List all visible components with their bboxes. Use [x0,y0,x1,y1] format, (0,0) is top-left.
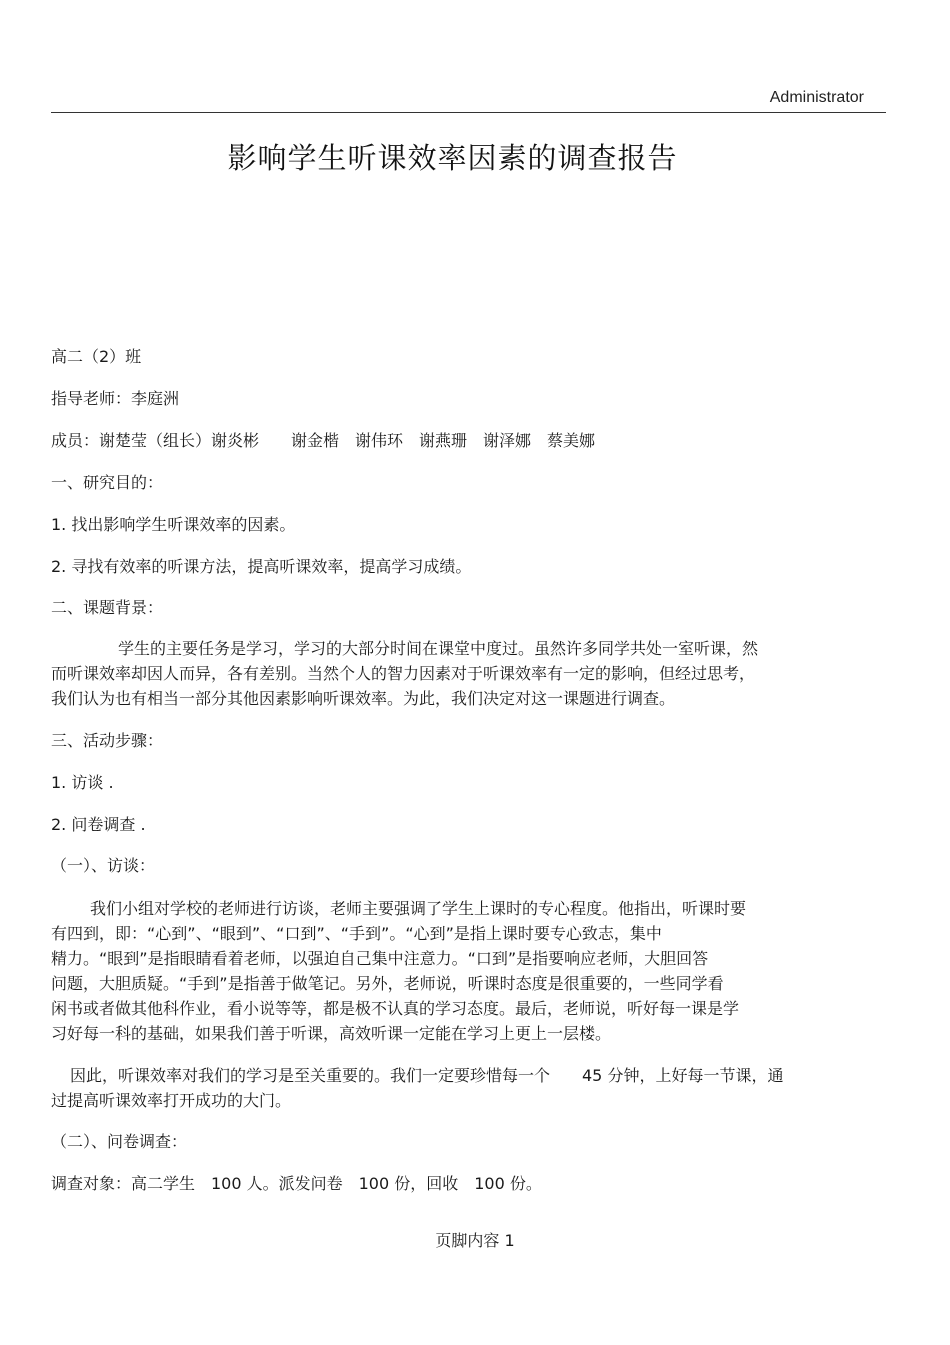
background-paragraph [51,636,758,711]
section-heading-background: 二、课题背景： [51,598,164,617]
conclusion-paragraph [51,1063,783,1113]
background-line-2: 而听课效率却因人而异，各有差别。当然个人的智力因素对于听课效率有一定的影响，但经过思考， [51,664,756,683]
section-heading-steps: 三、活动步骤： [51,731,164,750]
interview-line-1: 我们小组对学校的老师进行访谈，老师主要强调了学生上课时的专心程度。他指出，听课时要 [90,899,747,918]
purpose-item-1: 1. 找出影响学生听课效率的因素。 [51,515,296,534]
step-item-1: 1. 访谈 . [51,773,114,792]
interview-line-2: 有四到，即：“心到”、“眼到”、“口到”、“手到”。“心到”是指上课时要专心致志，集中 [51,924,662,943]
header-divider [51,112,886,113]
advisor-teacher: 指导老师：李庭洲 [51,389,180,408]
subsection-heading-interview: （一）、访谈： [51,856,156,875]
interview-line-5: 闲书或者做其他科作业，看小说等等，都是极不认真的学习态度。最后，老师说，听好每一课是学 [51,999,740,1018]
interview-line-3: 精力。“眼到”是指眼睛看着老师，以强迫自己集中注意力。“口到”是指要响应老师，大胆回答 [51,949,709,968]
interview-line-6: 习好每一科的基础，如果我们善于听课，高效听课一定能在学习上更上一层楼。 [51,1024,612,1043]
background-line-1: 学生的主要任务是学习，学习的大部分时间在课堂中度过。虽然许多同学共处一室听课，然 [118,639,759,658]
document-title: 影响学生听课效率因素的调查报告 [227,141,678,175]
background-line-3: 我们认为也有相当一部分其他因素影响听课效率。为此，我们决定对这一课题进行调查。 [51,689,676,708]
section-heading-purpose: 一、研究目的： [51,473,164,492]
step-item-2: 2. 问卷调查 . [51,815,146,834]
class-name: 高二（2）班 [51,347,142,366]
purpose-item-2: 2. 寻找有效率的听课方法，提高听课效率，提高学习成绩。 [51,557,472,576]
conclusion-line-2: 过提高听课效率打开成功的大门。 [51,1091,292,1110]
page-footer: 页脚内容 1 [435,1231,515,1250]
subsection-heading-survey: （二）、问卷调查： [51,1132,188,1151]
conclusion-line-1: 因此，听课效率对我们的学习是至关重要的。我们一定要珍惜每一个 45 分钟，上好每一节课，通 [70,1066,784,1085]
group-members: 成员：谢楚莹（组长）谢炎彬 谢金楷 谢伟环 谢燕珊 谢泽娜 蔡美娜 [51,431,596,450]
survey-subjects: 调查对象：高二学生 100 人。派发问卷 100 份，回收 100 份。 [51,1174,542,1193]
interview-line-4: 问题，大胆质疑。“手到”是指善于做笔记。另外，老师说，听课时态度是很重要的，一些同学看 [51,974,724,993]
interview-paragraph [51,896,746,1046]
header-author: Administrator [769,89,864,106]
